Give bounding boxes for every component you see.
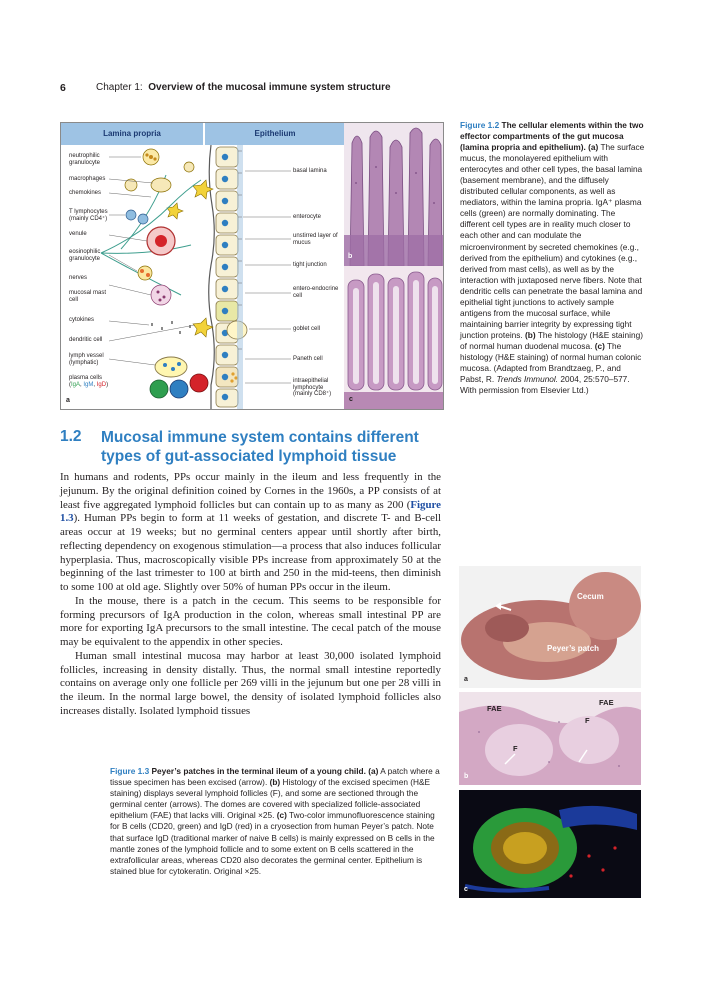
- plasma-cell-shapes: [150, 374, 208, 398]
- label-plasma-cells: plasma cells: [69, 375, 103, 381]
- label-paneth-cell: Paneth cell: [293, 356, 323, 362]
- isotype-igm: IgM: [83, 382, 94, 388]
- figure-1-2: [60, 122, 444, 410]
- label-follicle-right: F: [585, 716, 590, 725]
- label-follicle-left: F: [513, 744, 518, 753]
- page-number: 6: [60, 82, 66, 94]
- label-unstirred-layer-of-mucus: unstirred layer of mucus: [293, 233, 338, 246]
- label-enterocyte: enterocyte: [293, 214, 322, 220]
- label-plasma-isotypes: (IgA, IgM, IgD): [69, 382, 109, 388]
- figure-1-3-link[interactable]: Figure 1.3: [60, 498, 441, 525]
- caption-label: Figure 1.2: [460, 120, 500, 130]
- caption-title-1-3: Peyer’s patches in the terminal ileum of a young child.: [151, 766, 366, 776]
- caption-label-1-3: Figure 1.3: [110, 766, 150, 776]
- histology-peyers-patch-photo: [459, 692, 641, 785]
- label-tight-junction: tight junction: [293, 262, 327, 268]
- figure-1-2-diagram: [61, 123, 344, 409]
- label-dendritic-cell: dendritic cell: [69, 337, 103, 343]
- histology-colon-image: [344, 266, 443, 409]
- paragraph-3: Human small intestinal mucosa may harbor at least 30,000 isolated lymphoid follicles, increasing in density distally. Thus, the normal small intestine reportedly contains on average only one follicle per 269 villi in the jejunum but one per 28 villi in the ileum. In the normal large bowel, the density of isolated lymphoid follicles also increases distally. Isolated lymphoid tissues: [60, 649, 441, 717]
- panel-label-c: c: [349, 396, 353, 403]
- epithelium-header: Epithelium: [204, 123, 345, 145]
- panel-label-b: b: [348, 253, 353, 260]
- label-basal-lamina: basal lamina: [293, 168, 327, 174]
- panel-label-c-1-3: c: [464, 886, 468, 893]
- section-number: 1.2: [60, 428, 82, 445]
- label-macrophages: macrophages: [69, 176, 106, 182]
- lamina-propria-header: Lamina propria: [61, 123, 203, 145]
- label-fae-right: FAE: [599, 698, 614, 707]
- label-mucosal-mast-cell: mucosal mast cell: [69, 290, 107, 303]
- caption-title: The cellular elements within the two effector compartments of the gut mucosa (lamina propria and epithelium).: [460, 120, 644, 153]
- panel-label-b-1-3: b: [464, 773, 469, 780]
- paragraph-2: In the mouse, there is a patch in the cecum. This seems to be responsible for forming precursors of IgA production in the colon, whereas small intestinal PP are more for exporting IgA precursors to the small intestine. The cecal patch of the mouse may be equivalent to the appendix in other species.: [60, 594, 441, 648]
- paragraph-1: In humans and rodents, PPs occur mainly in the ileum and less frequently in the jejunum. By the original definition coined by Cornes in the 1960s, a PP consists of at least five aggregated lymphoid follicles but can contain up to as many as 200 (Figure 1.3). Human PPs begin to form at 11 weeks of gestation, and discrete T- and B-cell areas occur at 19 weeks; but no germinal centers appear until shortly after birth, reflecting dependency on exogenous stimulation—a process that also induces follicular hyperplasia. Thus, macroscopically visible PPs increase from approximately 50 at the beginning of the last trimester to 100 at birth and 250 in the mid-teens, then diminish to some 100 at old age. Slightly over 50% of human PPs occur in the ileum.: [60, 471, 441, 593]
- chapter-prefix: Chapter 1:: [96, 82, 143, 93]
- figure-1-3-caption: Figure 1.3 Peyer’s patches in the terminal ileum of a young child. (a) A patch where a tissue specimen has been excised (arrow). (b) Histology of the excised specimen (H&E staining) displays several lymphoid follicles (F), and some are sectioned through the germinal center (arrows). The domes are covered with specialized follicle-associated epithelium (FAE) that lacks villi. Original ×25. (c) Two-color immunofluorescence staining for B cells (CD20, green) and IgD (red) in a cryosection from human Peyer’s patch. Note that surface IgD (traditional marker of naive B cells) is mainly expressed on B cells in the mantle zones of the lymphoid follicle and to some extent on B cells scattered in the extrafollicular areas, whereas CD20 also decorates the germinal center. Epithelium is stained blue for cytokeratin. Original ×25.: [110, 766, 440, 876]
- panel-label-a: a: [66, 397, 70, 404]
- label-lymph-vessel: lymph vessel (lymphatic): [69, 353, 104, 366]
- label-fae-left: FAE: [487, 704, 502, 713]
- histology-duodenum-image: [344, 123, 443, 266]
- label-t-lymphocytes: T lymphocytes (mainly CD4⁺): [69, 209, 108, 222]
- label-goblet-cell: goblet cell: [293, 326, 321, 332]
- chapter-title: Overview of the mucosal immune system structure: [148, 82, 391, 93]
- figure-1-2-caption: Figure 1.2 The cellular elements within the two effector compartments of the gut mucosa (lamina propria and epithelium). (a) The surface mucus, the monolayered epithelium with enterocytes and other cell types, the basal lamina (basement membrane), and the diffusely distributed cellular components, as well as mediators, within the lamina propria. IgA⁺ plasma cells (green) are normally dominating. The different cell types are in reality much closer to each other and can modulate the microenvironment by secreted chemokines (e.g., derived from the epithelium) and cytokines (e.g., derived from mast cells), as well as by the interaction with juxtaposed nerve fibers. Note that dendritic cells can penetrate the basal lamina and epithelial tight junctions to actively sample antigens from the mucosal surface, while maintaining barrier integrity by expressing tight junction proteins. (b) The histology (H&E staining) of normal human duodenal mucosa. (c) The histology (H&E staining) of normal human colonic mucosa. (Adapted from Brandtzaeg, P., and Pabst, R. Trends Immunol. 2004, 25:570–577. With permission from Elsevier Ltd.): [460, 120, 645, 396]
- label-intraepithelial-lymphocyte: intraepithelial lymphocyte (mainly CD8⁺): [293, 378, 332, 397]
- label-nerves: nerves: [69, 275, 88, 281]
- label-venule: venule: [69, 231, 87, 237]
- peyers-patch-photo: [459, 566, 641, 688]
- label-enteroendocrine-cell: entero-endocrine cell: [293, 286, 339, 299]
- journal-title: Trends Immunol.: [496, 374, 559, 385]
- body-text: [60, 471, 441, 719]
- label-peyers-patch: Peyer’s patch: [547, 644, 600, 653]
- section-title: Mucosal immune system contains different types of gut-associated lymphoid tissue: [101, 429, 419, 465]
- running-header: [96, 82, 391, 93]
- label-neutrophilic-granulocyte: neutrophilic granulocyte: [69, 153, 101, 166]
- panel-label-a-1-3: a: [464, 676, 468, 683]
- isotype-iga: IgA: [71, 382, 81, 388]
- label-eosinophilic-granulocyte: eosinophilic granulocyte: [69, 249, 101, 262]
- label-cecum: Cecum: [577, 592, 604, 601]
- isotype-igd: IgD: [96, 382, 107, 388]
- dendritic-cell-shapes: [167, 180, 213, 337]
- label-cytokines: cytokines: [69, 317, 95, 323]
- immunofluorescence-photo: [459, 790, 641, 898]
- label-chemokines: chemokines: [69, 190, 102, 196]
